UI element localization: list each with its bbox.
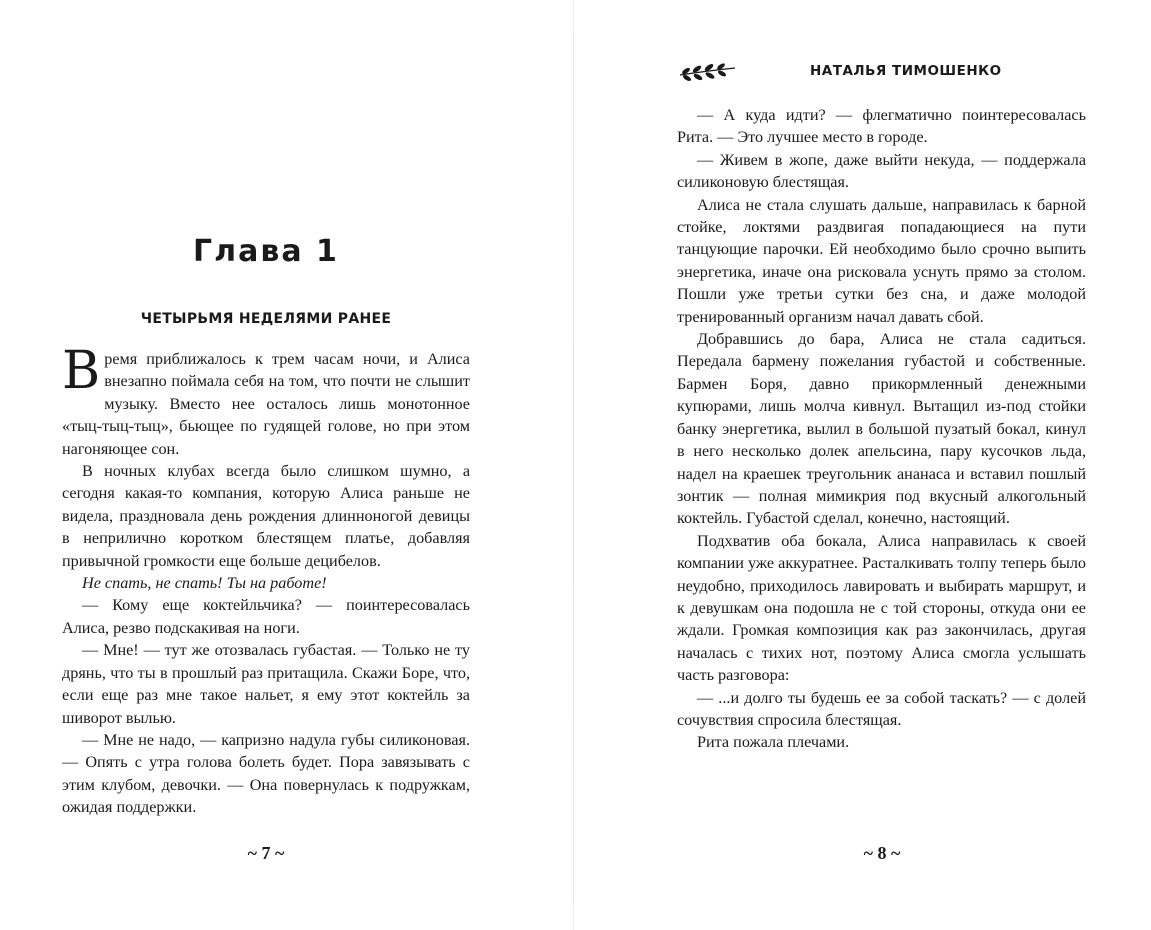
paragraph: — Живем в жопе, даже выйти некуда, — поддержала силиконовую блестящая. <box>677 150 1086 192</box>
drop-cap: В <box>62 341 101 401</box>
paragraph: — Кому еще коктейльчика? — поинтересовалась Алиса, резво подскакивая на ноги. <box>62 596 470 637</box>
running-head <box>678 62 1088 84</box>
chapter-subtitle: ЧЕТЫРЬМЯ НЕДЕЛЯМИ РАНЕЕ <box>140 311 392 327</box>
page-number: ~ 7 ~ <box>247 843 285 863</box>
paragraph: Рита пожала плечами. <box>697 733 850 752</box>
paragraph: — Мне не надо, — капризно надула губы силиконовая. — Опять с утра голова болеть будет. Пора завязывать с этим клубом, девочки. — Она повернулась к подружкам, ожидая поддержки. <box>62 730 470 817</box>
paragraph: — ...и долго ты будешь ее за собой таскать? — с долей сочувствия спросила блестящая. <box>677 688 1086 729</box>
author-name: НАТАЛЬЯ ТИМОШЕНКО <box>810 63 1002 79</box>
paragraph: — А куда идти? — флегматично поинтересовалась Рита. — Это лучшее место в городе. <box>677 106 1086 147</box>
paragraph: Добравшись до бара, Алиса не стала садиться. Передала бармену пожелания губастой и собственные. Бармен Боря, давно прикормленный денежными купюрами, лишь молча кивнул. Вытащил из-под стойки банку энергетика, вылил в большой пузатый бокал, кинул в него несколько долек апельсина, пару кусочков льда, надел на краешек треугольник ананаса и вставил пошлый зонтик — полная мимикрия под вкусный алкогольный коктейль. Губастой сделал, конечно, настоящий. <box>677 330 1086 528</box>
right-page <box>574 0 1151 930</box>
chapter-title: Глава 1 <box>193 234 339 269</box>
paragraph: — Мне! — тут же отозвалась губастая. — Только не ту дрянь, что ты в прошлый раз притащила. Скажи Боре, что, если еще раз мне такое нальет, я ему этот коктейль за шиворот вылью. <box>62 641 470 727</box>
leaf-branch-icon <box>678 62 736 84</box>
right-page-text <box>677 104 1086 754</box>
left-page <box>0 0 573 930</box>
paragraph: Время приближалось к трем часам ночи, и Алиса внезапно поймала себя на том, что почти не слышит музыку. Вместо нее осталось лишь монотонное «тыц-тыц-тыц», бьющее по гудящей голове, но при этом нагоняющее сон. <box>62 341 470 458</box>
left-page-text <box>62 341 470 819</box>
paragraph-italic: Не спать, не спать! Ты на работе! <box>82 574 327 593</box>
page-number: ~ 8 ~ <box>863 843 901 863</box>
paragraph: Подхватив оба бокала, Алиса направилась к своей компании уже аккуратнее. Расталкивать толпу теперь было неудобно, приходилось лавировать и выбирать маршрут, и к девушкам она подошла не с той стороны, откуда они ее ждали. Громкая композиция как раз закончилась, другая началась с тихих нот, поэтому Алиса смогла услышать часть разговора: <box>677 531 1086 685</box>
paragraph: В ночных клубах всегда было слишком шумно, а сегодня какая-то компания, которую Алиса раньше не видела, праздновала день рождения длинноногой девицы в неприлично коротком блестящем платье, добавляя привычной громкости еще больше децибелов. <box>62 462 470 570</box>
paragraph: Алиса не стала слушать дальше, направилась к барной стойке, локтями раздвигая попадающиеся на пути танцующие парочки. Ей необходимо было срочно выпить энергетика, иначе она рисковала уснуть прямо за столом. Пошли уже третьи сутки без сна, и даже молодой тренированный организм начал давать сбой. <box>677 195 1086 326</box>
